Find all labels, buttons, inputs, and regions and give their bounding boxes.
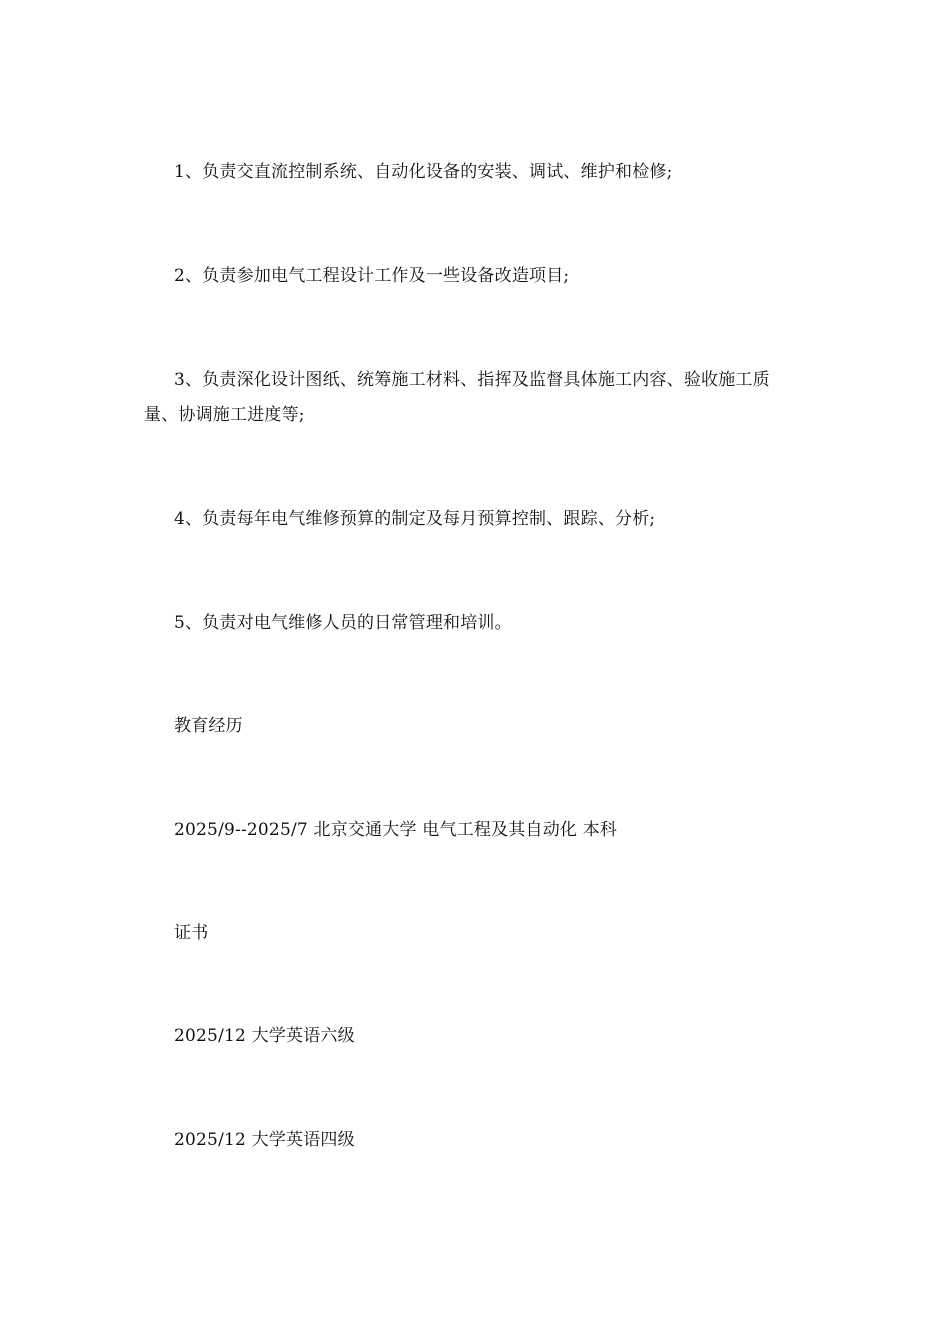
duty-item-5: 5、负责对电气维修人员的日常管理和培训。 [174,613,512,633]
certificates-heading: 证书 [174,923,209,943]
duty-item-4: 4、负责每年电气维修预算的制定及每月预算控制、跟踪、分析; [174,509,656,529]
certificate-item-1: 2025/12 大学英语六级 [174,1026,355,1046]
duty-item-2: 2、负责参加电气工程设计工作及一些设备改造项目; [174,266,570,286]
education-heading: 教育经历 [174,716,243,736]
certificate-item-2: 2025/12 大学英语四级 [174,1130,355,1150]
education-entry: 2025/9--2025/7 北京交通大学 电气工程及其自动化 本科 [174,820,618,840]
duty-item-1: 1、负责交直流控制系统、自动化设备的安装、调试、维护和检修; [174,162,673,182]
duty-item-3: 3、负责深化设计图纸、统筹施工材料、指挥及监督具体施工内容、验收施工质量、协调施工进度等; [144,370,770,425]
